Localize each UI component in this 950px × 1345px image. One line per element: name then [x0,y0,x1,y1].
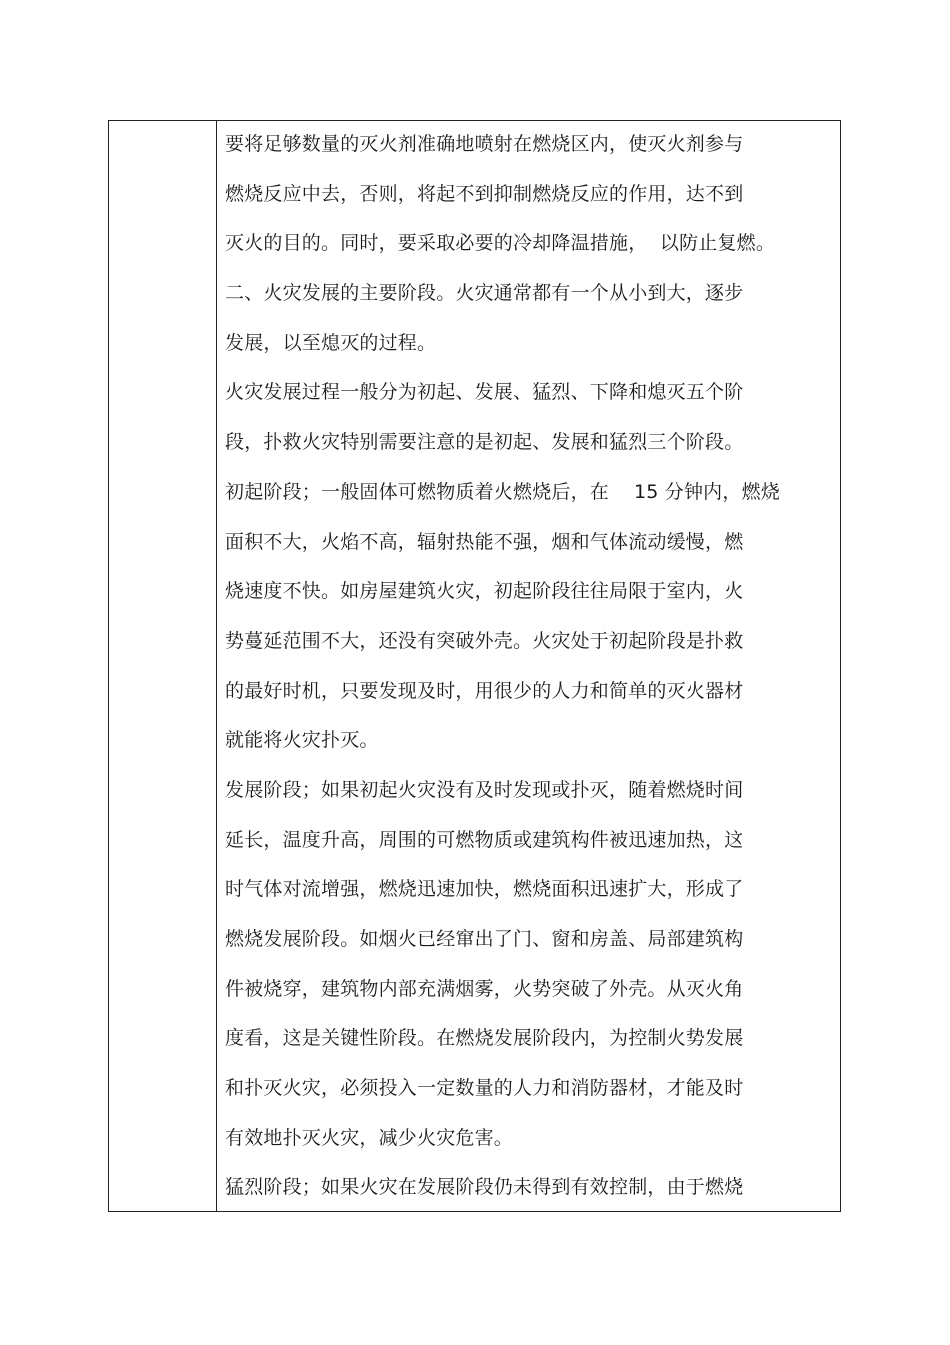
text-line: 时气体对流增强，燃烧迅速加快，燃烧面积迅速扩大，形成了 [225,878,744,901]
text-line: 发展阶段；如果初起火灾没有及时发现或扑灭，随着燃烧时间 [225,778,744,801]
text-line: 二、火灾发展的主要阶段。火灾通常都有一个从小到大，逐步 [225,282,744,305]
text-line: 面积不大，火焰不高，辐射热能不强，烟和气体流动缓慢，燃 [225,530,744,553]
text-line: 有效地扑灭火灾，减少火灾危害。 [225,1126,514,1149]
text-line: 的最好时机，只要发现及时，用很少的人力和简单的灭火器材 [225,679,744,702]
left-column-cell [109,121,217,1211]
text-line: 燃烧反应中去，否则，将起不到抑制燃烧反应的作用，达不到 [225,182,744,205]
text-line: 灭火的目的。同时，要采取必要的冷却降温措施， 以防止复燃。 [225,232,776,255]
text-line: 要将足够数量的灭火剂准确地喷射在燃烧区内，使灭火剂参与 [225,133,744,155]
text-line: 就能将火灾扑灭。 [225,729,379,752]
content-cell [225,127,835,1220]
text-line: 延长，温度升高，周围的可燃物质或建筑构件被迅速加热，这 [225,828,744,851]
text-line: 初起阶段；一般固体可燃物质着火燃烧后，在 15 分钟内，燃烧 [225,480,780,503]
text-line: 火灾发展过程一般分为初起、发展、猛烈、下降和熄灭五个阶 [225,381,744,404]
text-line: 燃烧发展阶段。如烟火已经窜出了门、窗和房盖、局部建筑构 [225,928,744,950]
text-line: 势蔓延范围不大，还没有突破外壳。火灾处于初起阶段是扑救 [225,629,744,652]
text-line: 烧速度不快。如房屋建筑火灾，初起阶段往往局限于室内，火 [225,580,744,603]
text-line: 段，扑救火灾特别需要注意的是初起、发展和猛烈三个阶段。 [225,431,744,454]
text-line: 发展，以至熄灭的过程。 [225,331,437,354]
document-table [108,120,841,1212]
text-line: 猛烈阶段；如果火灾在发展阶段仍未得到有效控制，由于燃烧 [225,1176,744,1199]
text-line: 和扑灭火灾，必须投入一定数量的人力和消防器材，才能及时 [225,1077,744,1100]
text-line: 件被烧穿，建筑物内部充满烟雾，火势突破了外壳。从灭火角 [225,977,744,1000]
text-line: 度看，这是关键性阶段。在燃烧发展阶段内，为控制火势发展 [225,1027,744,1050]
